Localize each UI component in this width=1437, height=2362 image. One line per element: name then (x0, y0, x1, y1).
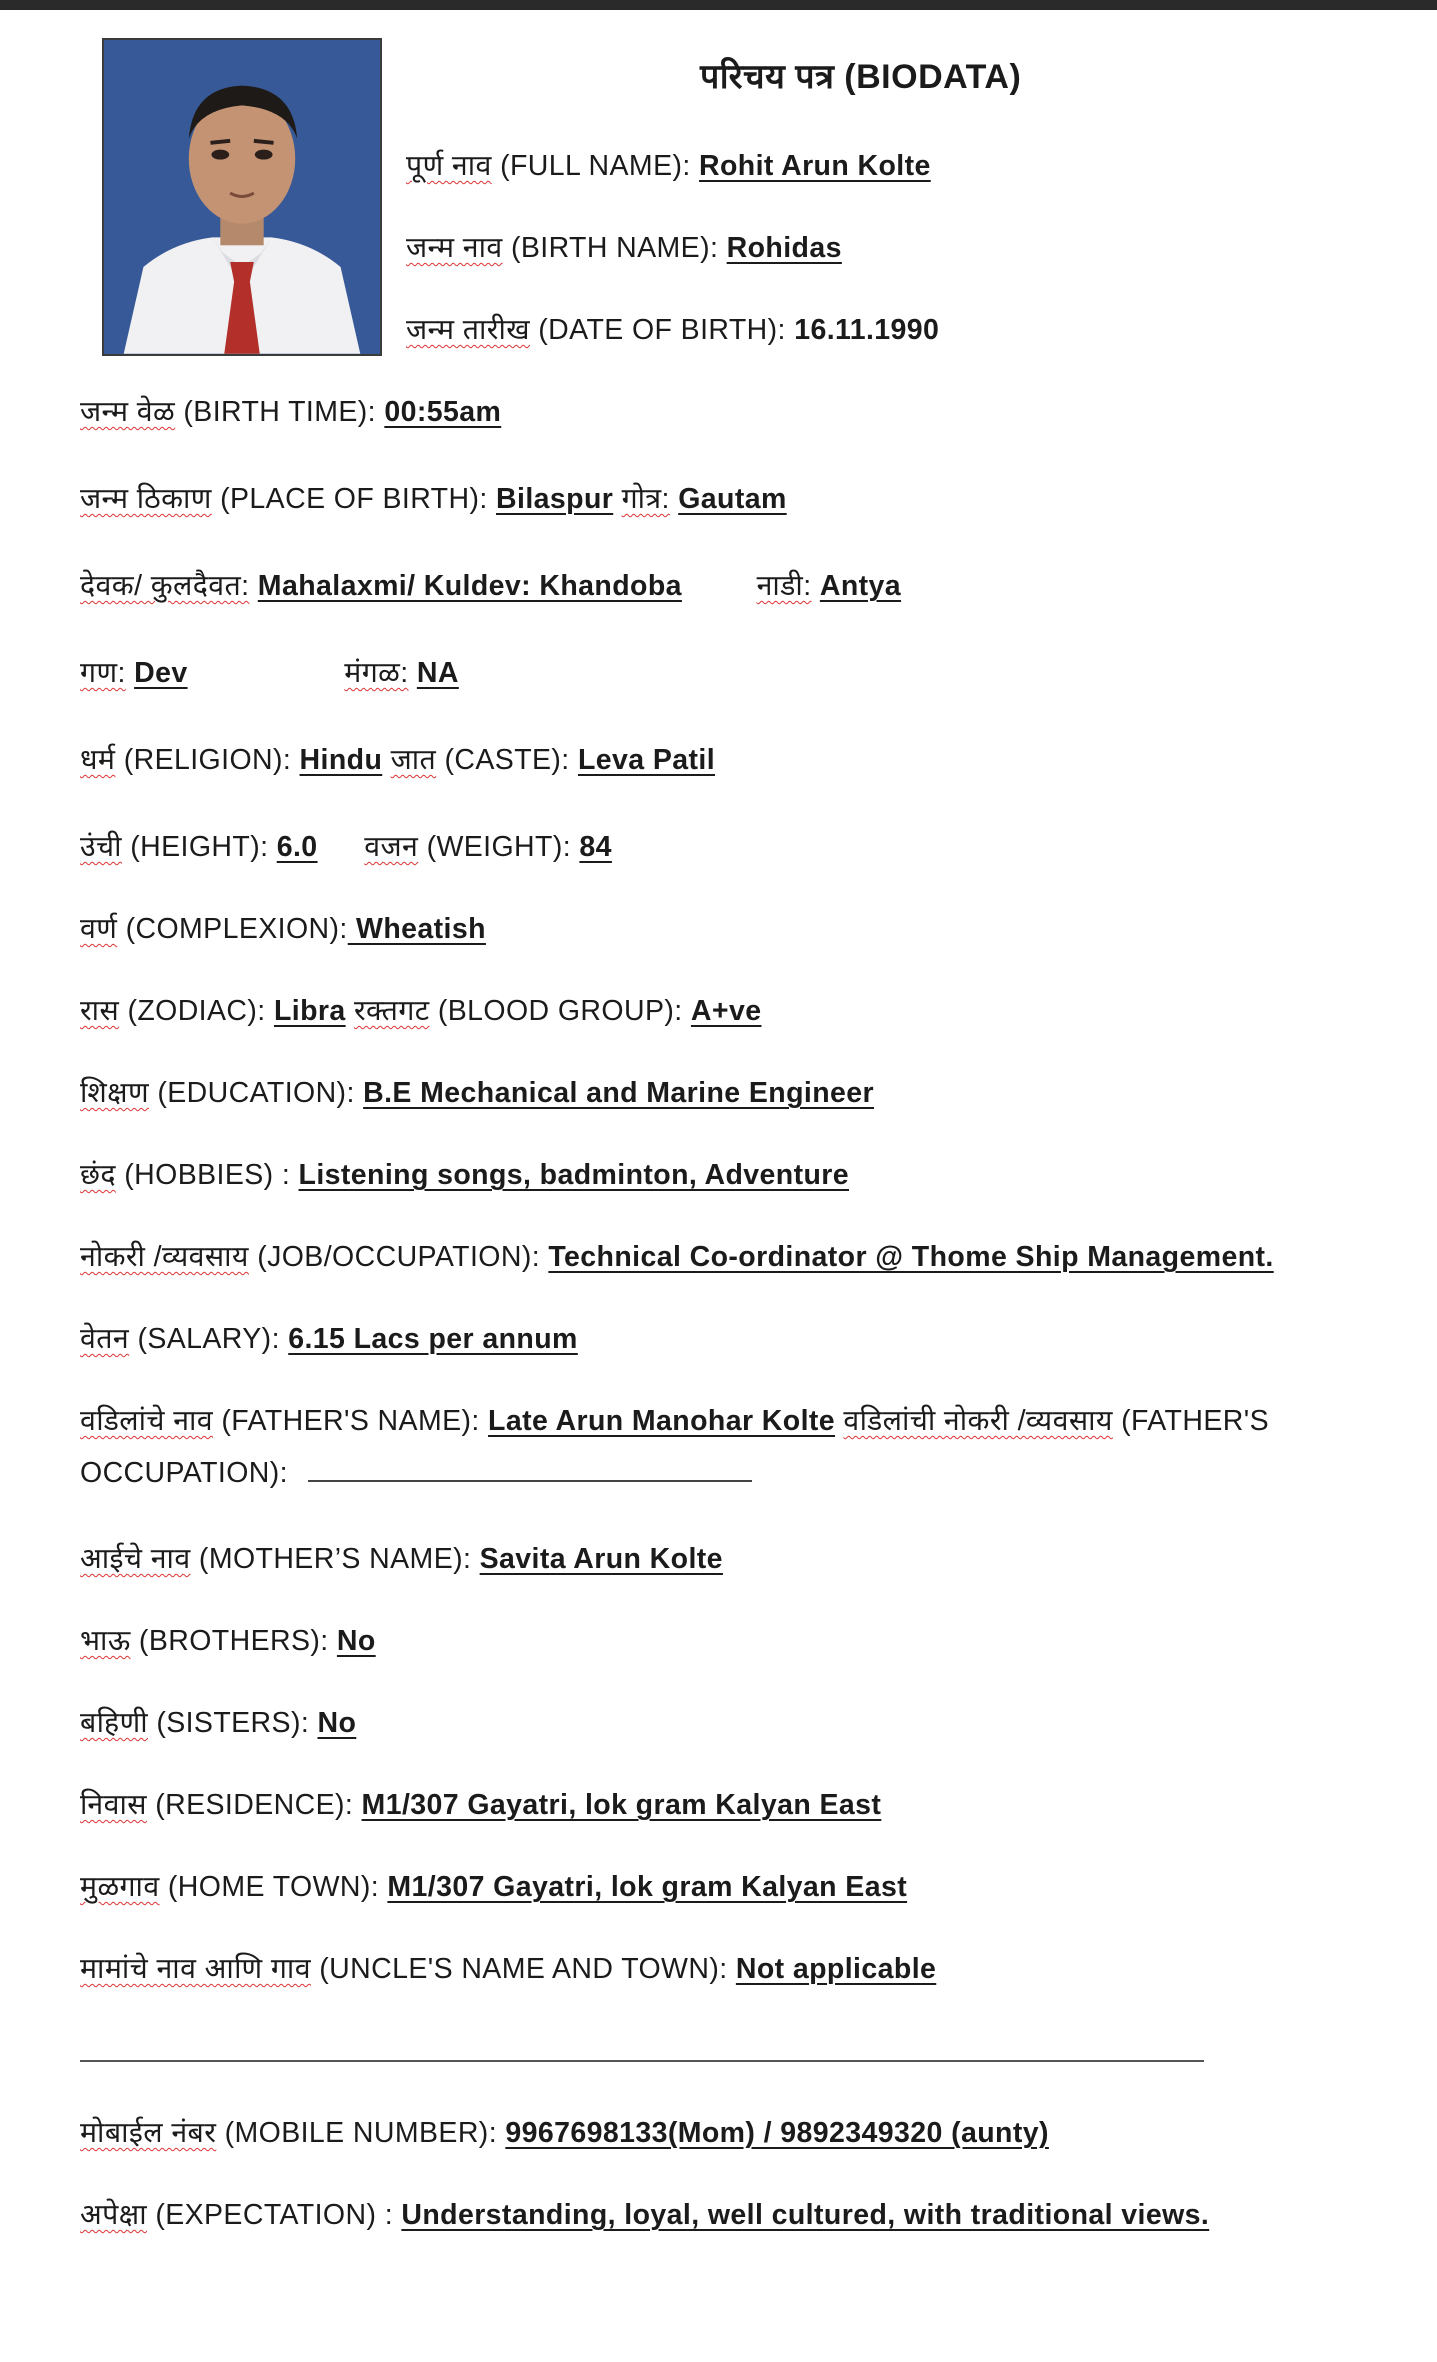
gotra-value: Gautam (678, 483, 787, 515)
brothers-value: No (336, 1625, 376, 1657)
devak-row (80, 566, 901, 604)
gotra-label: गोत्र: (621, 483, 670, 515)
gan-value: Dev (134, 657, 188, 689)
mobile-dev-label: मोबाईल नंबर (80, 2117, 217, 2149)
father-label: (FATHER'S NAME): (221, 1405, 480, 1437)
salary-row (80, 1319, 578, 1357)
complexion-dev-label: वर्ण (80, 913, 118, 945)
birth-time-row (80, 392, 501, 430)
devak-value: Mahalaxmi/ Kuldev: Khandoba (257, 570, 682, 602)
father-value: Late Arun Manohar Kolte (488, 1405, 836, 1437)
education-value: B.E Mechanical and Marine Engineer (363, 1077, 875, 1109)
uncle-row (80, 1949, 936, 1987)
place-of-birth-label: (PLACE OF BIRTH): (220, 483, 488, 515)
height-value: 6.0 (276, 831, 318, 863)
birth-name-value: Rohidas (726, 232, 842, 264)
home-town-label: (HOME TOWN): (167, 1871, 380, 1903)
expectation-label: (EXPECTATION) : (155, 2199, 394, 2231)
dob-row (406, 310, 939, 348)
father-occupation-label-cont: OCCUPATION): (80, 1457, 288, 1489)
religion-dev-label: धर्म (80, 744, 116, 776)
hobbies-row (80, 1155, 849, 1193)
job-value: Technical Co-ordinator @ Thome Ship Management. (548, 1241, 1274, 1273)
sisters-value: No (317, 1707, 357, 1739)
salary-label: (SALARY): (137, 1323, 280, 1355)
blood-group-value: A+ve (690, 995, 762, 1027)
birth-time-label: (BIRTH TIME): (183, 396, 376, 428)
mother-dev-label: आईचे नाव (80, 1543, 191, 1575)
job-row (80, 1237, 1274, 1275)
nadi-value: Antya (819, 570, 902, 602)
home-town-value: M1/307 Gayatri, lok gram Kalyan East (387, 1871, 908, 1903)
hobbies-value: Listening songs, badminton, Adventure (298, 1159, 850, 1191)
brothers-label: (BROTHERS): (138, 1625, 329, 1657)
document-title: परिचय पत्र (BIODATA) (700, 58, 1022, 96)
blood-group-dev-label: रक्तगट (353, 995, 430, 1027)
height-dev-label: उंची (80, 831, 122, 863)
residence-value: M1/307 Gayatri, lok gram Kalyan East (361, 1789, 882, 1821)
mobile-label: (MOBILE NUMBER): (224, 2117, 498, 2149)
religion-row (80, 740, 715, 778)
sisters-label: (SISTERS): (156, 1707, 310, 1739)
home-town-dev-label: मुळगाव (80, 1871, 160, 1903)
weight-value: 84 (579, 831, 612, 863)
height-label: (HEIGHT): (130, 831, 269, 863)
expectation-value: Understanding, loyal, well cultured, with traditional views. (401, 2199, 1210, 2231)
complexion-value: Wheatish (347, 913, 486, 945)
father-row (80, 1401, 1269, 1439)
complexion-row (80, 909, 486, 947)
place-of-birth-dev-label: जन्म ठिकाण (80, 483, 212, 515)
mobile-row (80, 2113, 1049, 2151)
job-dev-label: नोकरी /व्यवसाय (80, 1241, 249, 1273)
hobbies-label: (HOBBIES) : (124, 1159, 291, 1191)
section-divider (80, 2060, 1204, 2062)
father-occupation-dev-label: वडिलांची नोकरी /व्यवसाय (843, 1405, 1113, 1437)
birth-name-label: (BIRTH NAME): (510, 232, 719, 264)
birth-name-dev-label: जन्म नाव (406, 232, 503, 264)
mother-label: (MOTHER’S NAME): (198, 1543, 472, 1575)
birth-time-dev-label: जन्म वेळ (80, 396, 176, 428)
religion-value: Hindu (299, 744, 383, 776)
home-town-row (80, 1867, 907, 1905)
caste-dev-label: जात (390, 744, 437, 776)
father-occupation-row (80, 1457, 752, 1490)
birth-time-value: 00:55am (384, 396, 502, 428)
zodiac-label: (ZODIAC): (127, 995, 266, 1027)
place-of-birth-value: Bilaspur (496, 483, 614, 515)
weight-label: (WEIGHT): (426, 831, 572, 863)
devak-label: देवक/ कुलदैवत: (80, 570, 250, 602)
mother-row (80, 1539, 723, 1577)
salary-value: 6.15 Lacs per annum (288, 1323, 578, 1355)
education-row (80, 1073, 874, 1111)
full-name-dev-label: पूर्ण नाव (406, 150, 492, 182)
job-label: (JOB/OCCUPATION): (257, 1241, 541, 1273)
blood-group-label: (BLOOD GROUP): (437, 995, 683, 1027)
expectation-row (80, 2195, 1209, 2233)
hobbies-dev-label: छंद (80, 1159, 116, 1191)
complexion-label: (COMPLEXION): (125, 913, 348, 945)
sisters-row (80, 1703, 356, 1741)
education-dev-label: शिक्षण (80, 1077, 150, 1109)
mangal-value: NA (416, 657, 459, 689)
caste-label: (CASTE): (444, 744, 570, 776)
residence-dev-label: निवास (80, 1789, 147, 1821)
mobile-value: 9967698133(Mom) / 9892349320 (aunty) (505, 2117, 1049, 2149)
sisters-dev-label: बहिणी (80, 1707, 148, 1739)
zodiac-dev-label: रास (80, 995, 120, 1027)
zodiac-row (80, 991, 761, 1029)
brothers-row (80, 1621, 376, 1659)
profile-photo (102, 38, 382, 356)
nadi-label: नाडी: (756, 570, 812, 602)
zodiac-value: Libra (273, 995, 346, 1027)
father-dev-label: वडिलांचे नाव (80, 1405, 214, 1437)
dob-dev-label: जन्म तारीख (406, 314, 530, 346)
residence-label: (RESIDENCE): (155, 1789, 354, 1821)
residence-row (80, 1785, 881, 1823)
education-label: (EDUCATION): (157, 1077, 355, 1109)
uncle-dev-label: मामांचे नाव आणि गाव (80, 1953, 311, 1985)
uncle-label: (UNCLE'S NAME AND TOWN): (319, 1953, 728, 1985)
weight-dev-label: वजन (364, 831, 419, 863)
mother-value: Savita Arun Kolte (479, 1543, 723, 1575)
gan-label: गण: (80, 657, 126, 689)
father-occupation-label: (FATHER'S (1121, 1405, 1269, 1437)
salary-dev-label: वेतन (80, 1323, 130, 1355)
full-name-label: (FULL NAME): (500, 150, 691, 182)
place-of-birth-row (80, 479, 787, 517)
uncle-value: Not applicable (735, 1953, 937, 1985)
father-occupation-blank (308, 1470, 752, 1482)
full-name-value: Rohit Arun Kolte (699, 150, 931, 182)
brothers-dev-label: भाऊ (80, 1625, 131, 1657)
mangal-label: मंगळ: (344, 657, 409, 689)
expectation-dev-label: अपेक्षा (80, 2199, 147, 2231)
caste-value: Leva Patil (577, 744, 716, 776)
birth-name-row (406, 228, 842, 266)
dob-label: (DATE OF BIRTH): (538, 314, 786, 346)
religion-label: (RELIGION): (123, 744, 292, 776)
dob-value: 16.11.1990 (794, 314, 940, 346)
gan-row (80, 653, 459, 691)
height-row (80, 827, 612, 865)
full-name-row (406, 146, 931, 184)
